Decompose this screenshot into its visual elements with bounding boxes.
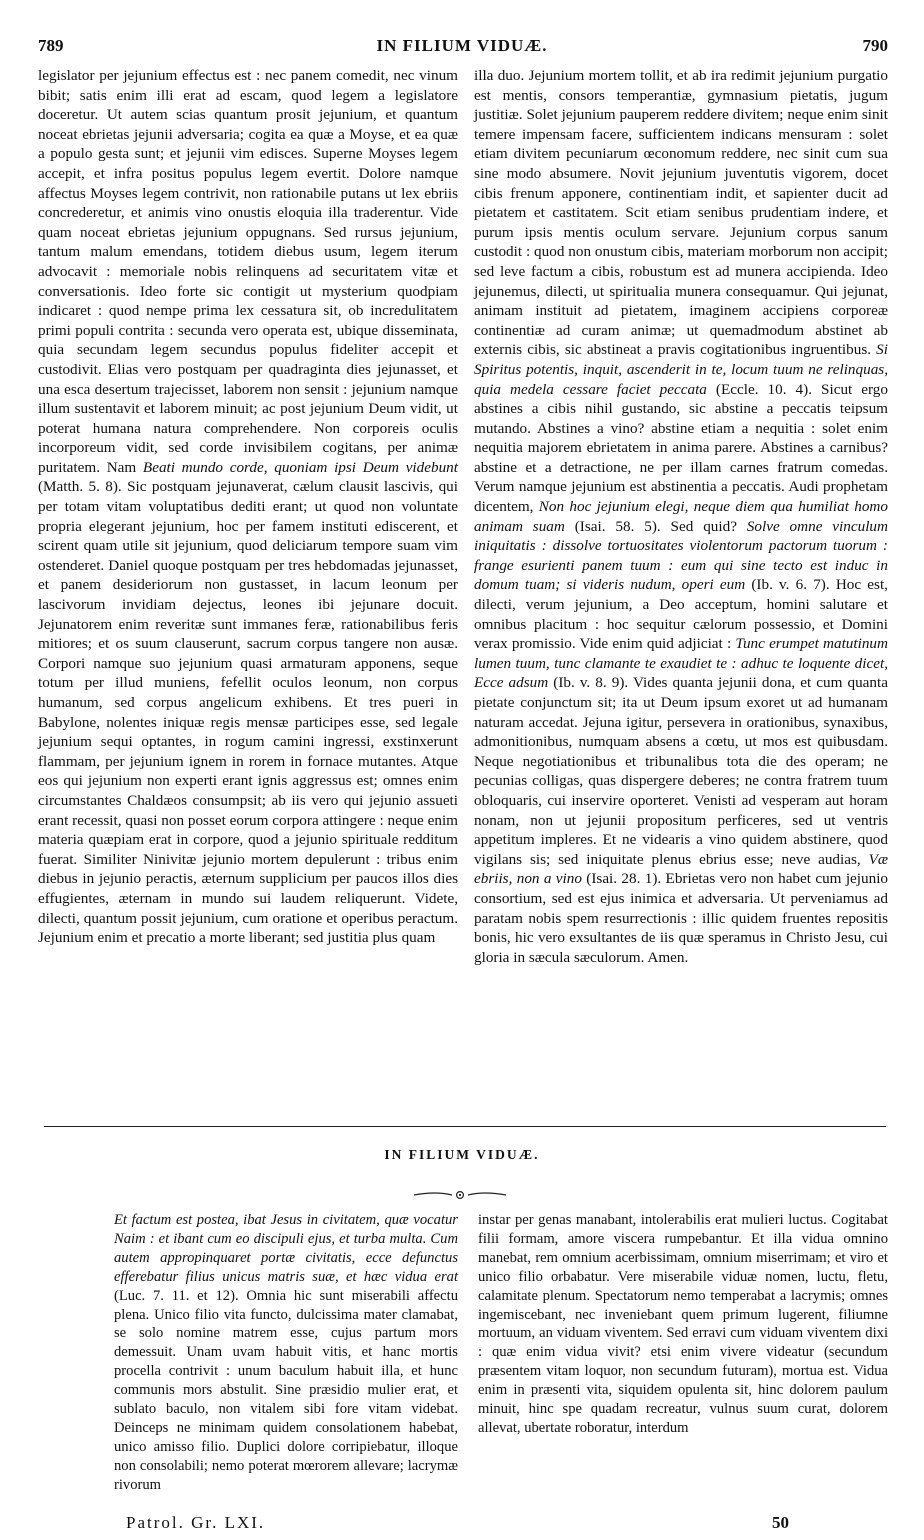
page-number-left: 789 (38, 36, 64, 55)
page-number-right: 790 (862, 36, 888, 55)
scripture-quote: Solve omne vinculum iniquitatis : dissolve tortuositates violentorum pactorum tuorum : frange esurienti panem tuum : eum qui sine tecto est induc in domum tuam; si videris nudum, operi eum (474, 517, 888, 594)
scripture-reference: (Ib. v. 8. 9). (548, 674, 633, 692)
scripture-quote: Beati mundo corde, quoniam ipsi Deum videbunt (142, 458, 458, 476)
text-run: illa duo. Jejunium mortem tollit, et ab ira redimit jejunium purgatio est mentis, consors temperantiæ, gymnasium pietatis, jugum justitiæ. Solet jejunium pauperem reddere divitem; neque enim sinit temere impensam facere, sufficientem indicans mensuram : solet etiam divitem pecuniarum œconomum reddere, nec sinit cum sua sine modo absumere. Novit jejunium juventutis vigorem, docet cibis frenum apponere, continentiam indit, et sapienter ducit ad pietatem et castitatem. Scit etiam senibus prudentiam indere, et purum ipsis mentis oculum servare. Jejunium corpus sanum custodit : quod non onustum cibis, materiam morborum non accipit; sed leve factum a cibis, robustum est ad munera accipienda. Ideo jejunemus, dilecti, ut spiritualia munera consequamur. Qui jejunat, animam instituit ad pietatem, imaginem accipiens corporeæ continentiæ ad curam animæ; ut quemadmodum abstinet ab externis cibis, sic abstineat a pravis cogitationibus ingruentibus. (474, 67, 888, 359)
text-run: Sic postquam jejunaverat, cælum clausit lascivis, qui per totam vitam voluptatibus dediti erant; ut quod non voluntate propria elegerant jejunium, hoc per famem instituti ediscerent, et scirent quam utile sit jejunium, quod deliciarum tempore suam vim ostenderet. Daniel quoque postquam per tres hebdomadas jejunasset, et panem desideriorum non gustasset, in lacum leonum per lascivorum invidiam dejectus, leones ibi jejunare docuit. Jejunatorem enim reveritæ sunt immanes feræ, rationabilibus feris mitiores; et os suum clauserunt, sacrum corpus tangere non ausæ. Corpori namque suo jejunium quasi armaturam apponens, seque totum per illud muniens, fefellit oculos leonum, non corpus humanum, sed corpus angelicum exhibens. Et tres pueri in Babylone, nolentes iniquæ regis mensæ participes esse, sed legale jejunium sequi optantes, in rogum camini ingressi, exstinxerunt flammam, per jejunium ignem in rorem in fornace mutantes. Atque eos qui jejunium non experti erant ignis aggressus est; omnes enim circumstantes Chaldæos consumpsit; ab iis vero qui jejunio assueti erant recessit, quasi non posset eorum corpora attingere : neque enim materia quæpiam erat in corpore, quod a jejunio spirituale redditum fuerat. Similiter Ninivitæ jejunio mortem depulerunt : tribus enim diebus in jejunio peractis, æternum supplicium per paucos illos dies effugientes, æternam in mundo sui laudem reliquerunt. Videte, dilecti, quantum possit jejunium, cum oratione et operibus peractum. Jejunium enim et precatio a morte liberant; sed justitia plus quam (38, 478, 458, 947)
text-run: Sicut ergo abstines a cibis nihil gustando, sic abstine a peccatis teipsum mutando. Abstines a vino? abstine etiam a nequitia : solet enim nequitia majorem ebrietatem in anima parere. Abstines a carnibus? abstine et a detractione, ne per illam carnes fratrum comedas. Verum namque jejunium est abstinentia a peccatis. Audi prophetam dicentem, (474, 380, 888, 516)
text-run: Sed quid? (670, 517, 747, 535)
scripture-reference: (Eccle. 10. 4). (706, 380, 822, 398)
text-run: Omnia hic sunt miserabili affectu plena. Unico filio vita functo, dulcissima mater clamabat, se solo nomine matrem esse, cujus partum mors demessuit. Unam uvam habuit vitis, et hanc mortis procella contrivit : unum baculum habuit illa, et hunc communis mors abstulit. Sine præsidio mulier erat, et sublato baculo, non vitalem sibi fore vitam videbat. Deinceps ne minimam quidem consolationem habebat, unico amisso filio. Duplici dolore corripiebatur, illoque non consolabili; nemo poterat mœrorem allevare; lacrymæ rivorum (114, 1287, 458, 1493)
scripture-quote: Væ ebriis, non a vino (474, 850, 888, 888)
text-column-right (474, 66, 888, 967)
scripture-reference: (Ib. v. 6. 7). (745, 576, 836, 594)
ornament-flourish (412, 1188, 508, 1202)
text-run: Vides quanta jejunii dona, et cum quanta pietate conjunctum sit; ita ut Deum ipsum exoret ut ad humanam naturam accedat. Jejuna igitur, persevera in orationibus, synaxibus, admonitionibus, numquam absens a cœtu, ut mos est quibusdam. Neque negotiationibus et tribunalibus tota die des operam; ne pecunias colligas, quas dispergere deberes; ne contra fratrem tuum obloquaris, cui inservire oporteret. Venisti ad vesperam aut horam nonam, non ut jejunii propositum perficeres, sed ut ventris appetitum impleres. Et ne videaris a vino quidem abstinere, quod vigilans sis; sed iniquitate plenus ebrius esse; neve audias, (474, 674, 888, 868)
scripture-reference: (Luc. 7. 11. et 12). (114, 1287, 247, 1304)
running-title: IN FILIUM VIDUÆ. (376, 36, 548, 55)
running-head (32, 36, 892, 58)
text-column-left (38, 66, 458, 948)
text-run: Hoc est, dilecti, verum jejunium, a Deo acceptum, homini salutare et omnibus placitum : hoc sequitur cælorum possessio, et Domini verax promissio. Vide enim quid adjiciat : (474, 576, 888, 653)
scripture-quote: Et factum est postea, ibat Jesus in civitatem, quæ vocatur Naim : et ibant cum eo discipuli ejus, et turba multa. Cum autem appropinquaret portæ civitatis, ecce defunctus efferebatur filius unicus matris suæ, et hæc vidua erat (114, 1212, 458, 1285)
paragraph (114, 1211, 458, 1495)
scripture-quote: Tunc erumpet matutinum lumen tuum, tunc clamante te exaudiet te : adhuc te loquente dicet, Ecce adsum (474, 635, 888, 692)
text-run: Ebrietas vero non habet cum jejunio consortium, sed est ejus inimica et adversaria. Ut perveniamus ad paratam nobis spem resurrectionis : illic quidem fruentes repositis bonis, hic vero exsultantes de iis quæ speramus in Christo Jesu, cui gloria in sæcula sæculorum. Amen. (474, 870, 889, 966)
section-title: IN FILIUM VIDUÆ. (384, 1147, 540, 1162)
text-run: instar per genas manabant, intolerabilis erat mulieri luctus. Cogitabat filii formam, amore viscera rumpebantur. Et illa vidua omnino manebat, rem omnium acerbissimam, omnium miserrimam; et viro et unico filio orbabatur. Vere miserabile viduæ nomen, luctu, fletu, calamitate plenum. Spectatorum nemo temperabat a lacrymis; omnes ingemiscebant, nec inveniebant quem primum lugerent, filiumne mortuum, an viduam viventem. Sed erravi cum viduam viventem dixi : quæ enim vidua vivit? etsi enim vivere videatur (secundum præsentem vitam loquor, non secundum futuram), mortua est. Vidua enim in præsenti vita, siquidem opulenta sit, hinc dolorem paulum minuit, hinc spe quadam recreatur, vulnus suum curat, dolorem allevat, ubertate roboratur, interdum (478, 1212, 888, 1436)
text-run: legislator per jejunium effectus est : nec panem comedit, nec vinum bibit; satis enim illi erat ad escam, quod legem a legislatore doceretur. Ut autem scias quantum prosit jejunium, et quantum noceat ebrietas jejunii adversaria; cogita ea quæ a Moyse, et ea quæ a populo gesta sunt; et jejunii vim edisces. Superne Moyses legem accepit, et infra positus populus legem evertit. Dolore namque affectus Moyses legem contrivit, non rationabile putans ut lex ebriis concrederetur, et animis vino onustis eloquia illa traderentur. Vide quam noceat ebrietas jejunium oppugnans. Sed rursus jejunium, tantum malum emendans, totidem diebus usum, legem iterum advocavit : memoriale nobis relinquens ad securitatem vitæ et conversationis. Ideo forte sic contigit ut mysterium quodpiam indicaret : quod nempe prima lex cessatura sit, ob incredulitatem primi populi contrita : secunda vero operata est, ubique disseminata, quia secundam legem secundus populus fideliter accepit et custodivit. Elias vero postquam per quadraginta dies jejunasset, et una esca desertum trajecisset, laborem non sensit : jejunium namque illum sustentavit et laborem minuit; ac post jejunium Deum vidit, ut poterat humana natura comprehendere. Non corporeis oculis incorporeum vidit, sed corde invisibilem cogitans, per animæ puritatem. Nam (38, 67, 458, 476)
series-signature: Patrol. Gr. LXI. (126, 1513, 266, 1532)
scripture-quote: Non hoc jejunium elegi, neque diem qua humiliat homo animam suam (474, 498, 888, 535)
scripture-reference: (Isai. 28. 1). (581, 870, 666, 888)
text-column-lower-right (478, 1211, 888, 1438)
scripture-reference: (Matth. 5. 8). (38, 478, 128, 496)
paragraph (478, 1211, 888, 1438)
signature-number: 50 (772, 1513, 789, 1532)
scripture-reference: (Isai. 58. 5). (564, 517, 671, 535)
section-divider (44, 1126, 886, 1127)
paragraph (38, 66, 458, 948)
text-column-lower-left (114, 1211, 458, 1495)
paragraph (474, 66, 888, 967)
scripture-quote: Si Spiritus potentis, inquit, ascenderit in te, locum tuum ne relinquas, quia medela cessare faciet peccata (474, 341, 888, 398)
